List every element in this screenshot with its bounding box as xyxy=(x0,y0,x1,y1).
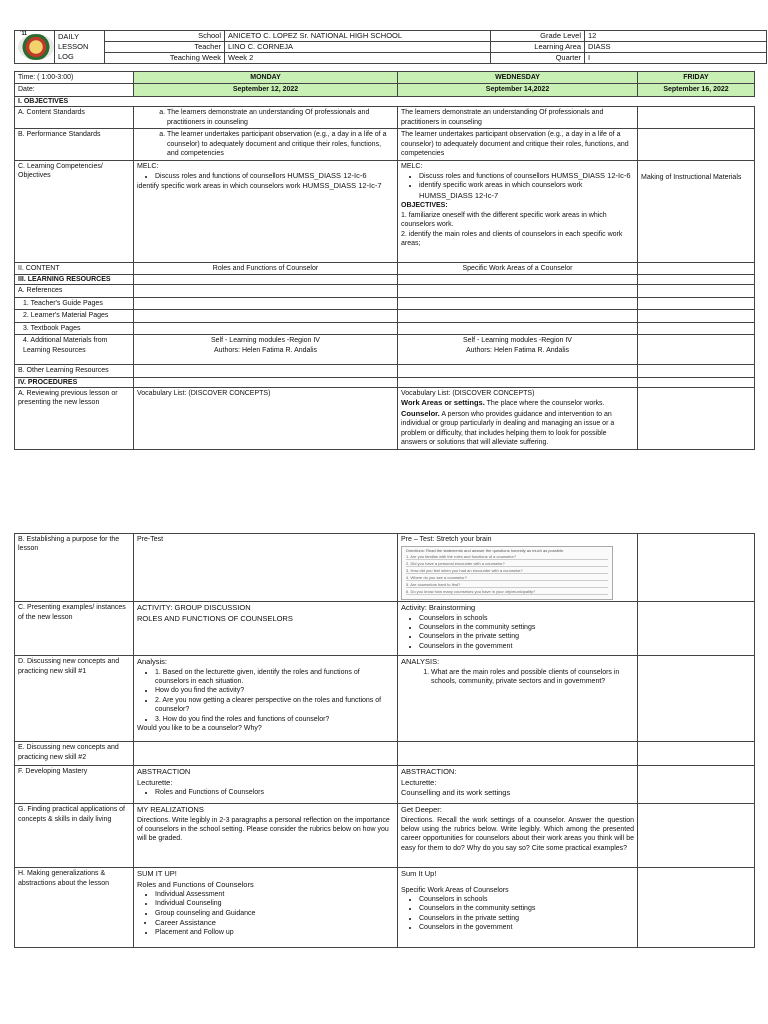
monday-header: MONDAY xyxy=(134,72,398,84)
procedure-f-label: F. Developing Mastery xyxy=(15,766,134,804)
wednesday-header: WEDNESDAY xyxy=(398,72,638,84)
teacher-label: Teacher xyxy=(105,42,225,53)
content-monday: Roles and Functions of Counselor xyxy=(134,262,398,274)
area-label: Learning Area xyxy=(491,42,585,53)
performance-standards-friday xyxy=(638,129,755,160)
procedure-a-monday: Vocabulary List: (DISCOVER CONCEPTS) xyxy=(134,388,398,450)
lesson-table-part2 xyxy=(14,533,755,948)
wednesday-date: September 14,2022 xyxy=(398,84,638,96)
quarter-value: I xyxy=(585,53,767,64)
competencies-label: C. Learning Competencies/ Objectives xyxy=(15,160,134,262)
content-wednesday: Specific Work Areas of a Counselor xyxy=(398,262,638,274)
procedure-b-label: B. Establishing a purpose for the lesson xyxy=(15,534,134,602)
procedure-e-label: E. Discussing new concepts and practicing new skill #2 xyxy=(15,742,134,766)
procedure-c-wednesday: Activity: Brainstorming • Counselors in schools • Counselors in the community settings • Counselors in the private setting • Counselors in the government xyxy=(398,602,638,656)
lesson-table-part1 xyxy=(14,71,755,450)
friday-header: FRIDAY xyxy=(638,72,755,84)
week-value: Week 2 xyxy=(225,53,491,64)
dll-title: DAILY LESSON LOG xyxy=(55,31,105,64)
school-label: School xyxy=(105,31,225,42)
performance-standards-wednesday: The learner undertakes participant observation (e.g., a day in a life of a counselor) to adequately document and critique their roles, functions, and competencies xyxy=(398,129,638,160)
tb-label: 3. Textbook Pages xyxy=(15,322,134,334)
school-value: ANICETO C. LOPEZ Sr. NATIONAL HIGH SCHOOL xyxy=(225,31,491,42)
procedure-b-monday: Pre-Test xyxy=(134,534,398,602)
procedure-g-monday: MY REALIZATIONS Directions. Write legibly in 2-3 paragraphs a personal reflection on the importance of counselors in the school setting. Please consider the rubrics below on how you will be graded. xyxy=(134,804,398,868)
other-resources-label: B. Other Learning Resources xyxy=(15,365,134,377)
procedure-h-wednesday: Sum It Up! Specific Work Areas of Counselors • Counselors in schools • Counselors in the community settings • Counselors in the private setting • Counselors in the government xyxy=(398,868,638,948)
school-logo-cell xyxy=(15,31,55,64)
content-heading: II. CONTENT xyxy=(15,262,134,274)
quarter-label: Quarter xyxy=(491,53,585,64)
procedure-d-monday: Analysis: • 1. Based on the lecturette given, identify the roles and functions of counselors in each situation. • How do you find the activity? • 2. Are you now getting a clearer perspective on the roles and functions of counselor? • 3. How do you find the roles and functions of counselor? Would you like to be a counselor? Why? xyxy=(134,656,398,742)
friday-date: September 16, 2022 xyxy=(638,84,755,96)
grade-value: 12 xyxy=(585,31,767,42)
procedure-a-label: A. Reviewing previous lesson or presenting the new lesson xyxy=(15,388,134,450)
procedure-c-monday: ACTIVITY: GROUP DISCUSSION ROLES AND FUNCTIONS OF COUNSELORS xyxy=(134,602,398,656)
header-table xyxy=(14,30,767,64)
procedures-heading: IV. PROCEDURES xyxy=(15,377,134,387)
monday-date: September 12, 2022 xyxy=(134,84,398,96)
procedure-f-wednesday: ABSTRACTION: Lecturette: Counselling and its work settings xyxy=(398,766,638,804)
grade-label: Grade Level xyxy=(491,31,585,42)
school-seal-logo: `11 xyxy=(18,34,54,60)
time-label: Time: ( 1:00-3:00) xyxy=(15,72,134,84)
content-friday xyxy=(638,262,755,274)
objectives-heading: I. OBJECTIVES xyxy=(15,96,755,106)
competencies-monday: MELC: • Discuss roles and functions of counsellors HUMSS_DIASS 12-Ic-6 identify specific work areas in which counselors work HUMSS_DIASS 12-Ic-7 xyxy=(134,160,398,262)
competencies-wednesday: MELC: • Discuss roles and functions of counsellors HUMSS_DIASS 12-Ic-6 • identify specific work areas in which counselors work HUMSS_DIASS 12-Ic-7 OBJECTIVES: 1. familiarize oneself with the different specific work areas in which counselors work. 2. identify the main roles and clients of counselors in each specific work areas; xyxy=(398,160,638,262)
procedure-d-wednesday: ANALYSIS: 1. What are the main roles and possible clients of counselors in schools, community, private sectors and in government? xyxy=(398,656,638,742)
procedure-f-monday: ABSTRACTION Lecturette: • Roles and Functions of Counselors xyxy=(134,766,398,804)
teacher-value: LINO C. CORNEJA xyxy=(225,42,491,53)
content-standards-friday xyxy=(638,107,755,129)
procedure-g-label: G. Finding practical applications of concepts & skills in daily living xyxy=(15,804,134,868)
procedure-b-wednesday: Pre – Test: Stretch your brain Directions: Read the statements and answer the questions honestly as much as possible. 1. Are you familiar with the roles and functions of a counselor? 2. Did you have a personal encounter with a counselor? 3. How did you feel when you had an encounter with a counselor? 4. Where do you see a counselor? 5. Are counselors hard to find? 6. Do you know how many counselors you have in your city/municipality? xyxy=(398,534,638,602)
lm-label: 2. Learner's Material Pages xyxy=(15,310,134,322)
procedure-h-label: H. Making generalizations & abstractions about the lesson xyxy=(15,868,134,948)
procedure-g-wednesday: Get Deeper: Directions. Recall the work settings of a counselor. Answer the question below using the rubrics below. Write legibly. Which among the presented career opportunities for counselors about their work areas you think will be easy for them to do? Why do you say so? Cite some practical examples? xyxy=(398,804,638,868)
additional-materials-label: 4. Additional Materials from Learning Resources xyxy=(15,335,134,365)
procedure-c-label: C. Presenting examples/ instances of the new lesson xyxy=(15,602,134,656)
procedure-a-wednesday: Vocabulary List: (DISCOVER CONCEPTS) Work Areas or settings. The place where the counselor works. Counselor. A person who provides guidance and intervention to an individual or group particularly in dealing and managing an issue or a problem or difficulty, that includes helping them to look for possible answers or solutions that will alleviate suffering. xyxy=(398,388,638,450)
tg-label: 1. Teacher's Guide Pages xyxy=(15,297,134,309)
additional-materials-monday: Self - Learning modules -Region IV Authors: Helen Fatima R. Andalis xyxy=(134,335,398,365)
content-standards-monday: a. The learners demonstrate an understanding Of professionals and practitioners in counseling xyxy=(134,107,398,129)
date-label: Date: xyxy=(15,84,134,96)
competencies-friday: Making of Instructional Materials xyxy=(638,160,755,262)
performance-standards-monday: a. The learner undertakes participant observation (e.g., a day in a life of a counselor) to adequately document and critique their roles, functions, and competencies xyxy=(134,129,398,160)
procedure-d-label: D. Discussing new concepts and practicing new skill #1 xyxy=(15,656,134,742)
area-value: DIASS xyxy=(585,42,767,53)
performance-standards-label: B. Performance Standards xyxy=(15,129,134,160)
week-label: Teaching Week xyxy=(105,53,225,64)
content-standards-wednesday: The learners demonstrate an understanding Of professionals and practitioners in counseling xyxy=(398,107,638,129)
procedure-h-monday: SUM IT UP! Roles and Functions of Counselors • Individual Assessment • Individual Counseling • Group counseling and Guidance • Career Assistance • Placement and Follow up xyxy=(134,868,398,948)
content-standards-label: A. Content Standards xyxy=(15,107,134,129)
additional-materials-wednesday: Self - Learning modules -Region IV Authors: Helen Fatima R. Andalis xyxy=(398,335,638,365)
pretest-questionnaire-image: Directions: Read the statements and answer the questions honestly as much as possible. 1. Are you familiar with the roles and functions of a counselor? 2. Did you have a personal encounter with a counselor? 3. How did you feel when you had an encounter with a counselor? 4. Where do you see a counselor? 5. Are counselors hard to find? 6. Do you know how many counselors you have in your city/municipality? xyxy=(401,546,613,600)
references-label: A. References xyxy=(15,285,134,297)
resources-heading: III. LEARNING RESOURCES xyxy=(15,274,134,284)
